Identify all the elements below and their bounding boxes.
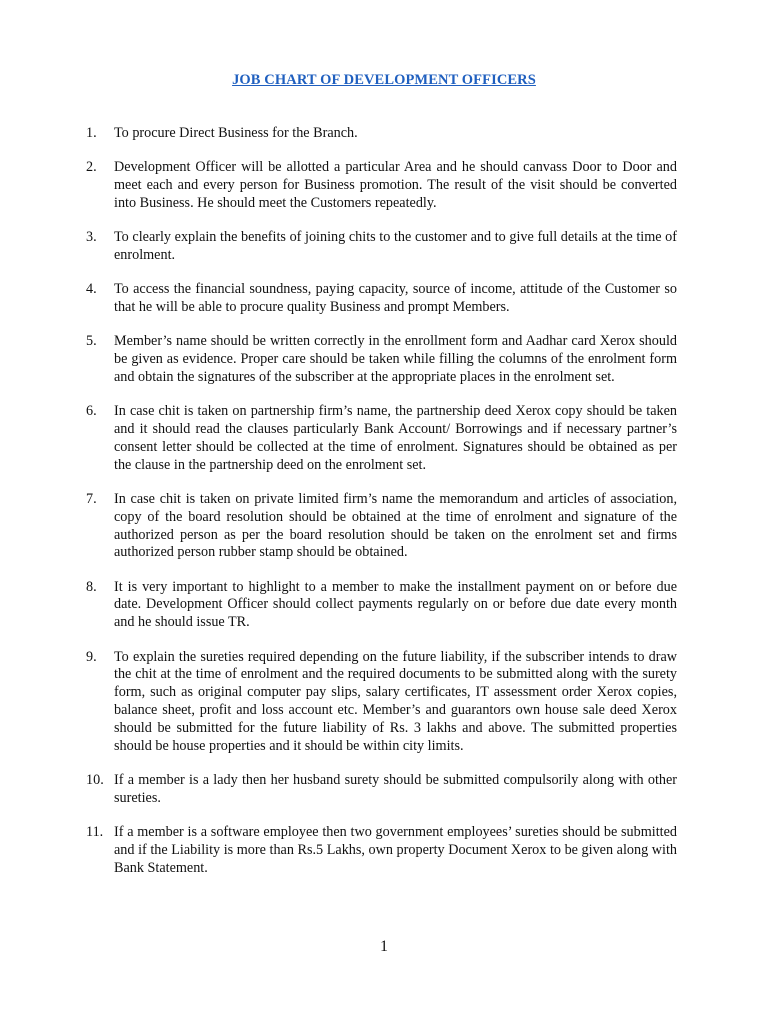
list-item [86,403,677,474]
list-item-text: Development Officer will be allotted a particular Area and he should canvass Door to Door and meet each and every person for Business promotion. The result of the visit should be converted into Business. He should meet the Customers repeatedly. [114,159,677,211]
list-item-text: To explain the sureties required depending on the future liability, if the subscriber intends to draw the chit at the time of enrolment and the required documents to be submitted along with the surety form, such as original computer pay slips, salary certificates, IT assessment order Xerox copies, balance sheet, profit and loss account etc. Member’s and guarantors own house sale deed Xerox should be submitted for the future liability of Rs. 3 lakhs and above. The submitted properties should be house properties and it should be within city limits. [114,648,677,754]
list-item [86,649,677,756]
list-item [86,491,677,562]
list-item-text: To access the financial soundness, paying capacity, source of income, attitude of the Customer so that he will be able to procure quality Business and prompt Members. [114,281,677,316]
list-item [86,125,677,143]
list-item [86,281,677,317]
job-chart-list [86,125,677,877]
list-item-number: 3. [86,229,97,246]
list-item-number: 4. [86,281,97,298]
list-item [86,159,677,212]
list-item-number: 8. [86,578,97,595]
list-item [86,824,677,877]
list-item-text: If a member is a software employee then two government employees’ sureties should be submitted and if the Liability is more than Rs.5 Lakhs, own property Document Xerox to be given along with Bank Statement. [114,823,677,876]
list-item-text: To clearly explain the benefits of joining chits to the customer and to give full details at the time of enrolment. [114,229,677,263]
list-item-number: 10. [86,771,104,788]
list-item [86,579,677,632]
list-item-number: 5. [86,333,97,350]
list-item-text: It is very important to highlight to a member to make the installment payment on or before due date. Development Officer should collect payments regularly on or before due date every month and he should issue TR. [114,578,677,631]
list-item-text: If a member is a lady then her husband surety should be submitted compulsorily along with other sureties. [114,771,677,806]
list-item-number: 2. [86,159,97,176]
list-item-number: 1. [86,125,97,141]
list-item-number: 9. [86,648,97,665]
list-item [86,772,677,808]
list-item-text: To procure Direct Business for the Branch. [114,125,358,141]
document-title: JOB CHART OF DEVELOPMENT OFFICERS [232,72,536,88]
list-item-text: In case chit is taken on private limited firm’s name the memorandum and articles of association, copy of the board resolution should be obtained at the time of enrolment and signature of the authorized person as per the board resolution should be taken on the enrolment set and firms authorized person rubber stamp should be obtained. [114,490,677,561]
list-item [86,229,677,265]
page-number: 1 [380,938,388,955]
list-item-number: 7. [86,490,97,507]
list-item-number: 6. [86,403,97,420]
list-item-text: In case chit is taken on partnership firm’s name, the partnership deed Xerox copy should be taken and it should read the clauses particularly Bank Account/ Borrowings and if necessary partner’s consent letter should be collected at the time of enrolment. Signatures should be obtained as per the clause in the partnership deed on the enrolment set. [114,403,677,473]
list-item-number: 11. [86,823,104,840]
list-item-text: Member’s name should be written correctly in the enrollment form and Aadhar card Xerox should be given as evidence. Proper care should be taken while filling the columns of the enrolment form and obtain the signatures of the subscriber at the appropriate places in the enrolment set. [114,333,677,385]
list-item [86,333,677,386]
